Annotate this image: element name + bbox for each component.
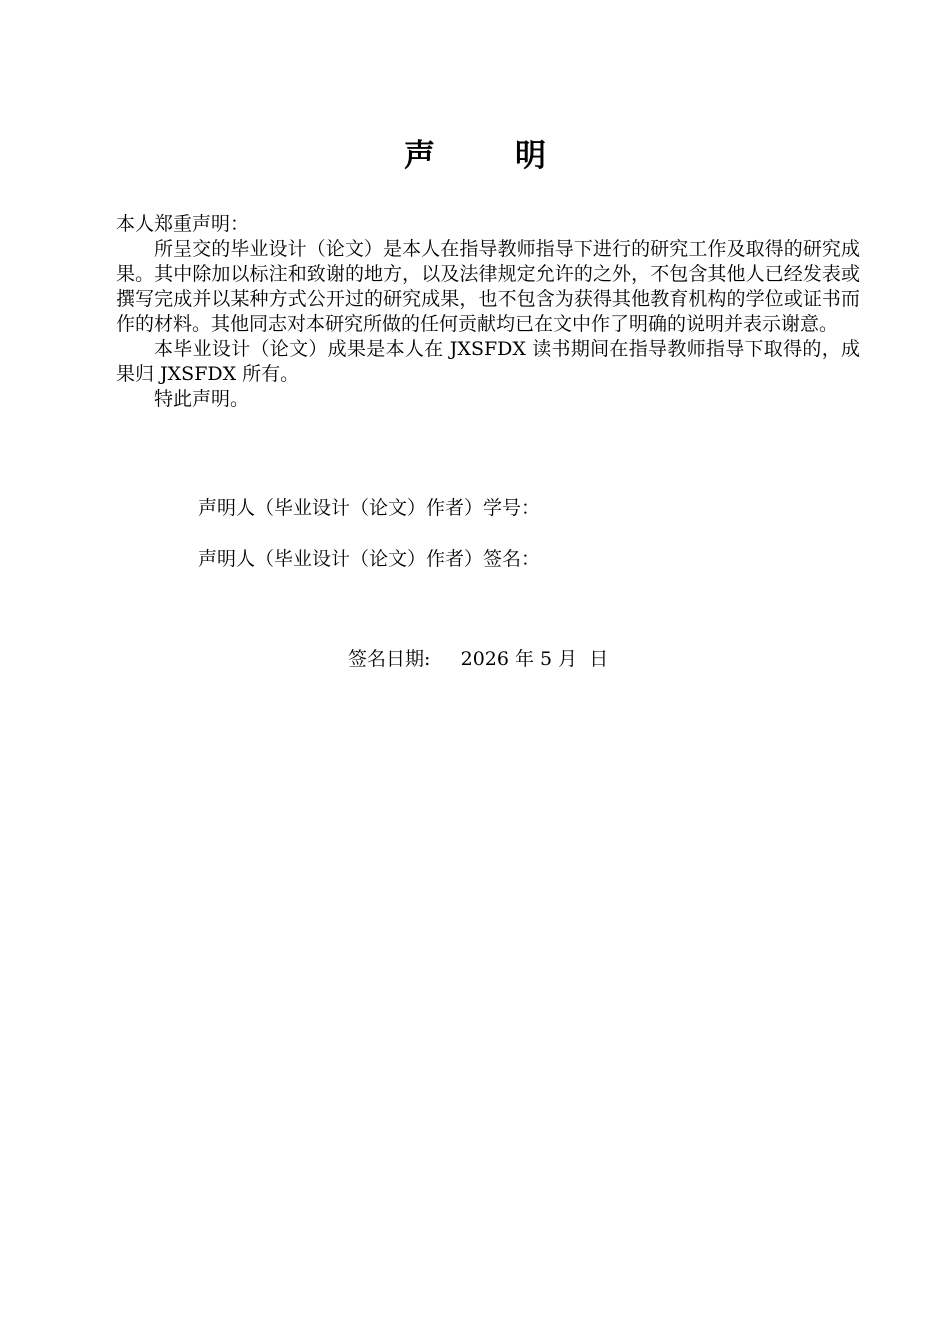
date-value: 2026 年 5 月 日 <box>460 648 609 670</box>
signature-date <box>348 647 608 672</box>
title-char-2: 明 <box>515 138 546 174</box>
date-label: 签名日期: <box>348 648 431 670</box>
paragraph-ownership: 本毕业设计（论文）成果是本人在 JXSFDX 读书期间在指导教师指导下取得的，成果归 JXSFDX 所有。 <box>116 338 860 385</box>
paragraph-originality: 所呈交的毕业设计（论文）是本人在指导教师指导下进行的研究工作及取得的研究成果。其中除加以标注和致谢的地方，以及法律规定允许的之外，不包含其他人已经发表或撰写完成并以某种方式公开过的研究成果，也不包含为获得其他教育机构的学位或证书而作的材料。其他同志对本研究所做的任何贡献均已在文中作了明确的说明并表示谢意。 <box>116 238 860 335</box>
page-title <box>0 130 950 175</box>
signature-label: 声明人（毕业设计（论文）作者）签名： <box>198 548 541 570</box>
declaration-body <box>116 212 860 412</box>
student-id-label: 声明人（毕业设计（论文）作者）学号： <box>198 497 541 519</box>
title-char-1: 声 <box>404 138 435 174</box>
intro-line: 本人郑重声明： <box>116 213 250 235</box>
paragraph-closing: 特此声明。 <box>154 388 250 410</box>
